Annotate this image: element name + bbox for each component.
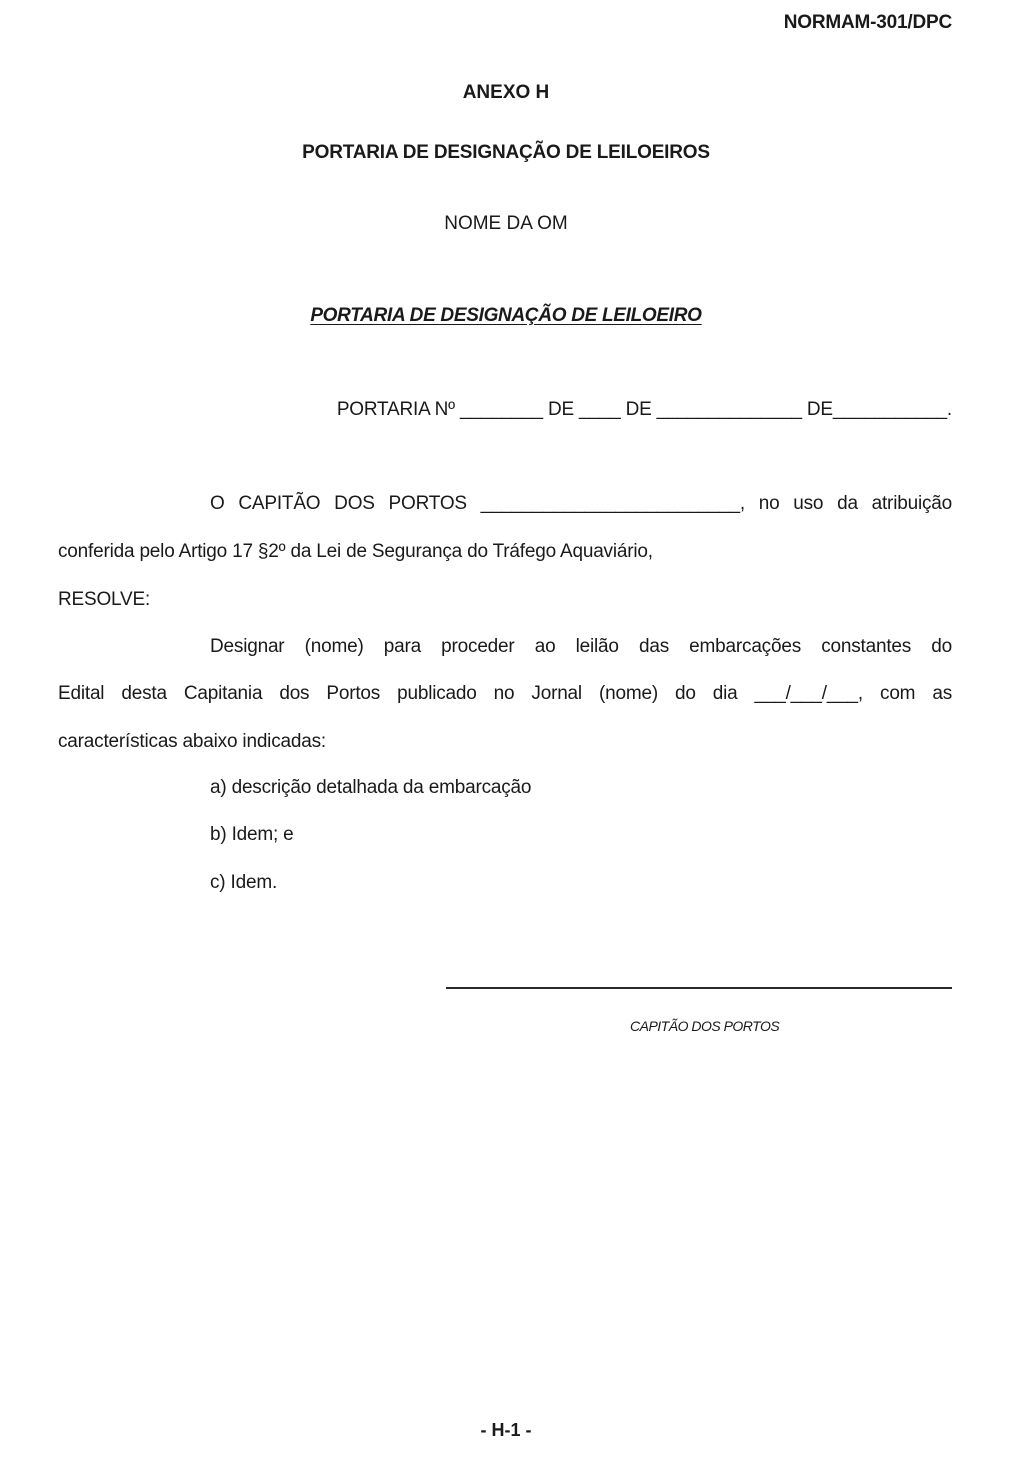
list-item: c) Idem. xyxy=(210,872,278,893)
paragraph-1-line-2: conferida pelo Artigo 17 §2º da Lei de Segurança do Tráfego Aquaviário, xyxy=(58,541,653,562)
annex-label: ANEXO H xyxy=(462,82,550,103)
annex-title: PORTARIA DE DESIGNAÇÃO DE LEILOEIROS xyxy=(302,142,710,163)
paragraph-2-line-2: Edital desta Capitania dos Portos publicado no Jornal (nome) do dia ___/___/___, com as xyxy=(58,683,952,704)
list-item: b) Idem; e xyxy=(210,824,294,845)
paragraph-1-line-1: O CAPITÃO DOS PORTOS _________________________, no uso da atribuição xyxy=(210,493,952,514)
signature-line xyxy=(446,987,952,989)
paragraph-2-line-1: Designar (nome) para proceder ao leilão das embarcações constantes do xyxy=(210,636,952,657)
resolve-label: RESOLVE: xyxy=(58,589,151,610)
portaria-number-line: PORTARIA Nº ________ DE ____ DE ______________ DE___________. xyxy=(336,399,952,420)
document-code: NORMAM-301/DPC xyxy=(783,12,952,33)
list-item: a) descrição detalhada da embarcação xyxy=(210,777,532,798)
portaria-heading: PORTARIA DE DESIGNAÇÃO DE LEILOEIRO xyxy=(310,305,702,326)
signature-title: CAPITÃO DOS PORTOS xyxy=(630,1018,780,1034)
paragraph-2-line-3: características abaixo indicadas: xyxy=(58,731,326,752)
page-number: - H-1 - xyxy=(480,1420,532,1440)
om-name: NOME DA OM xyxy=(444,213,568,234)
